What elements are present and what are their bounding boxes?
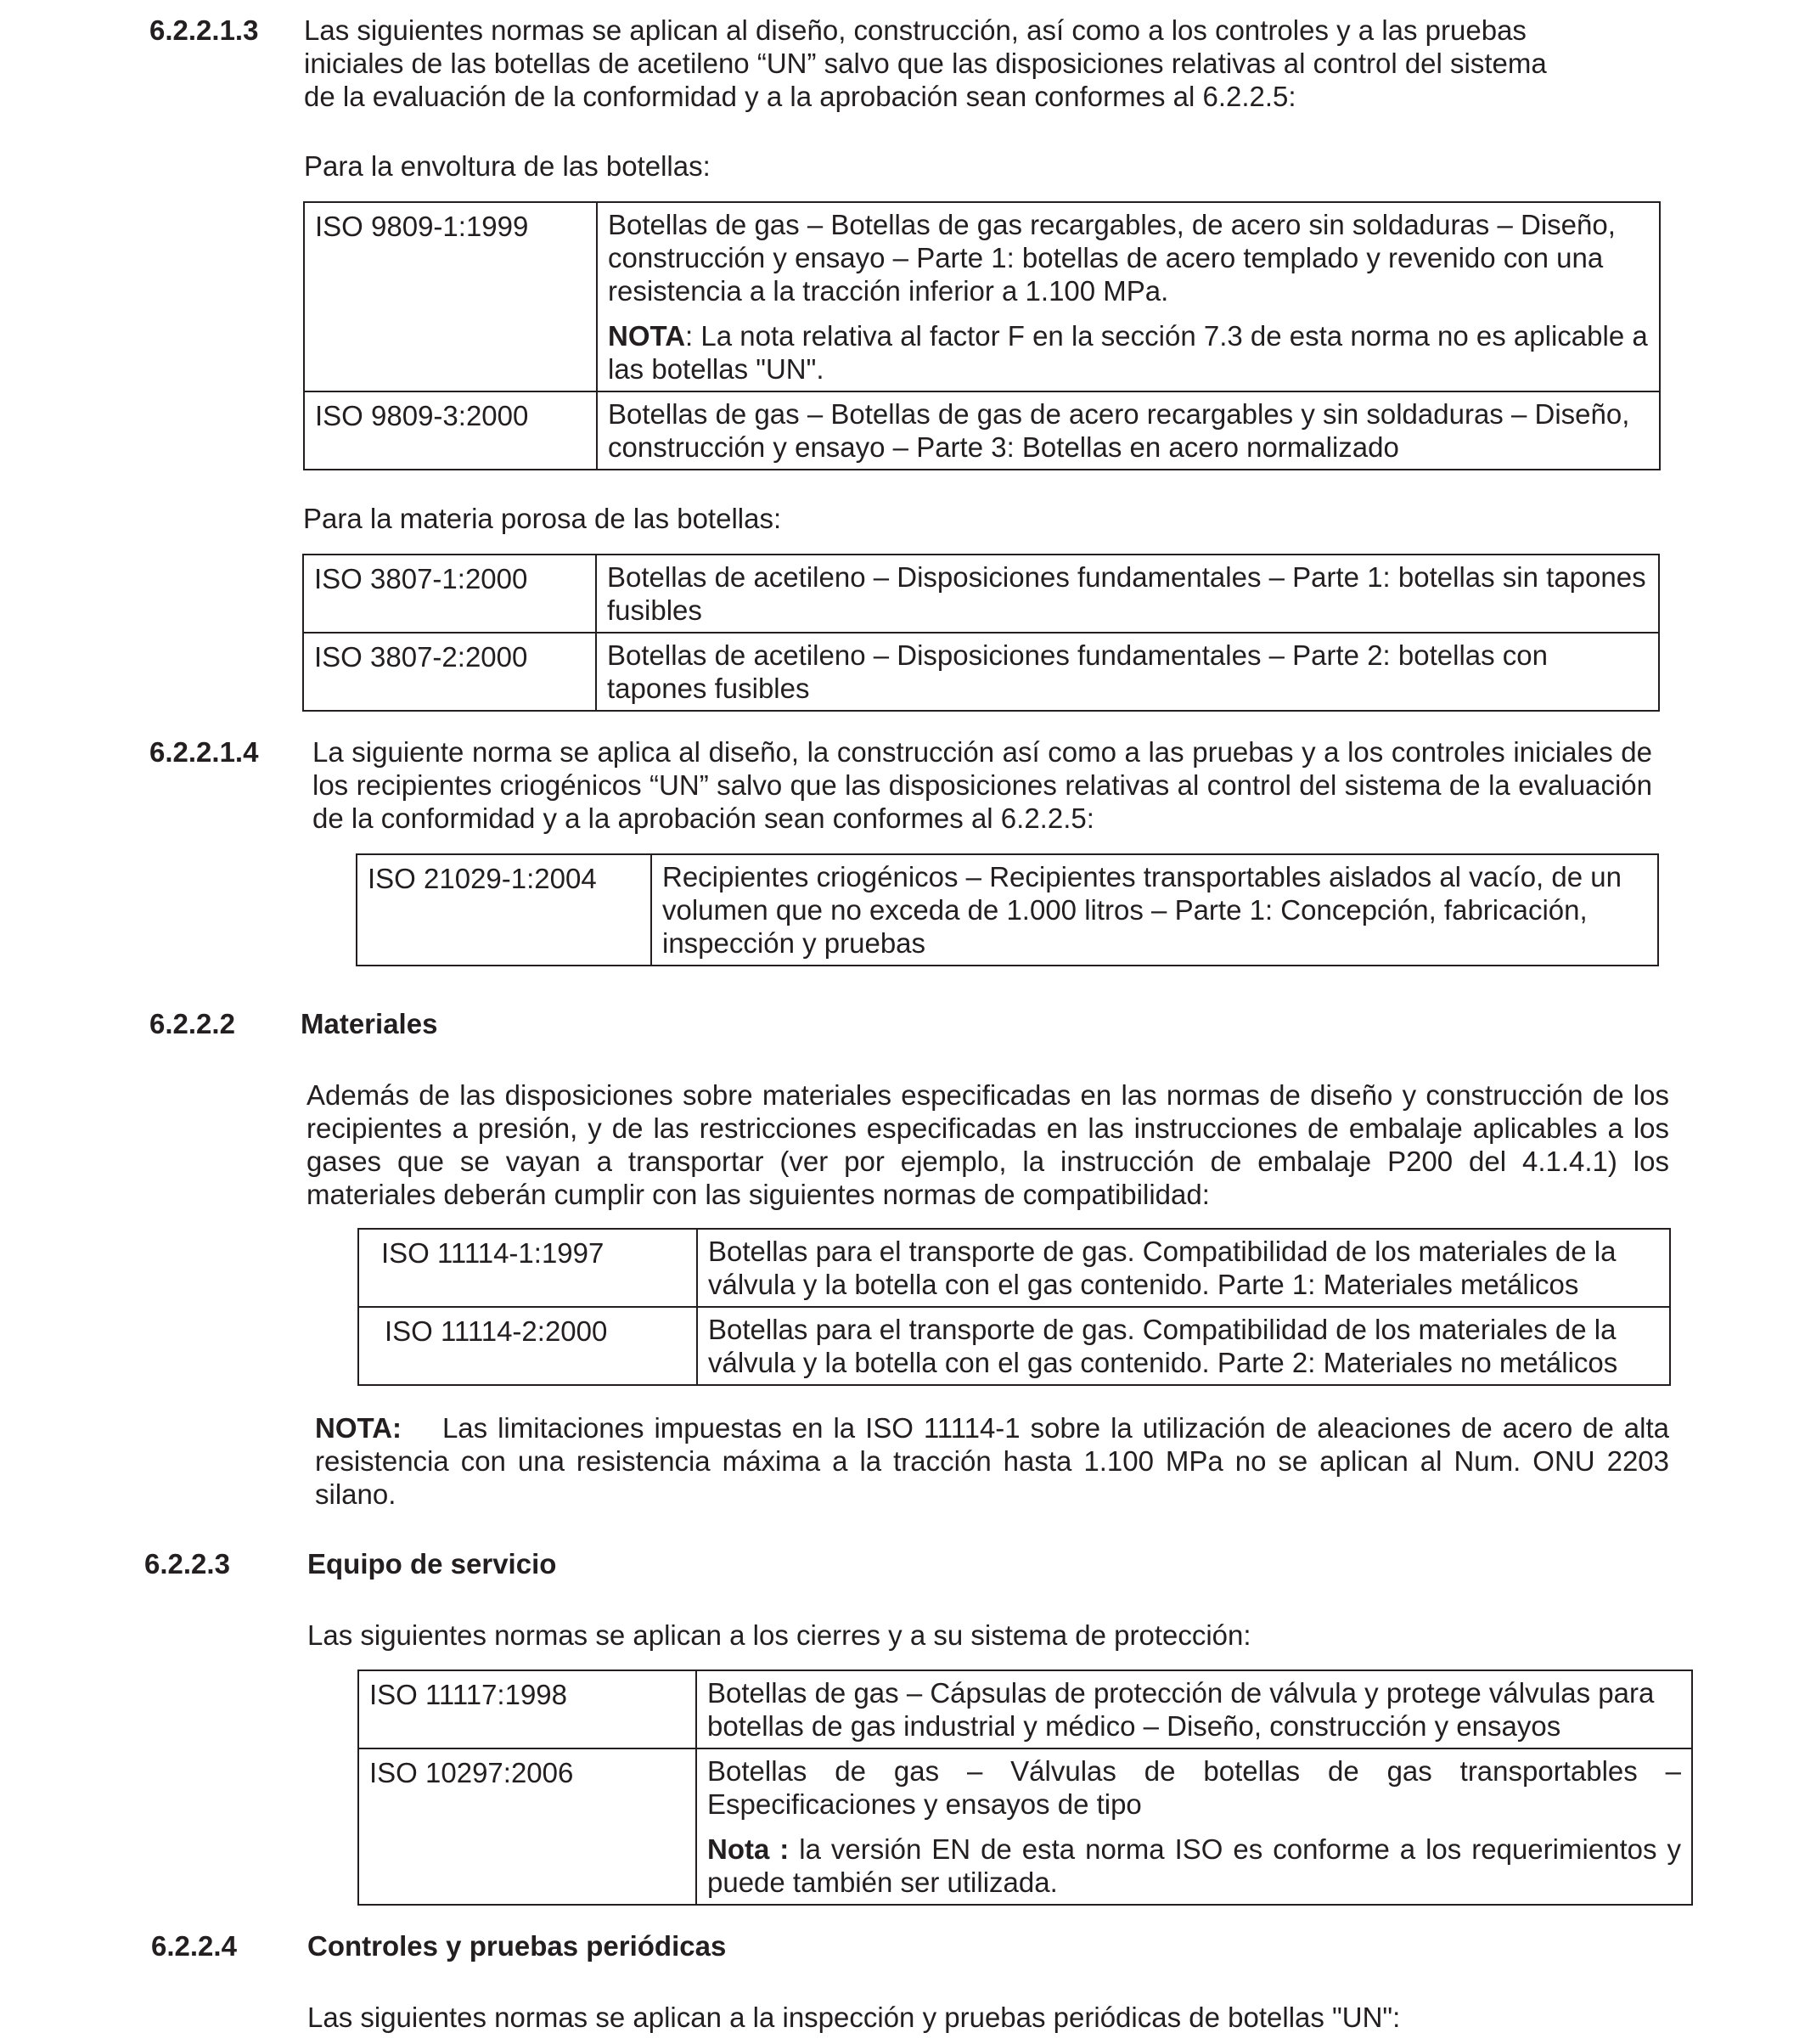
envoltura-intro: Para la envoltura de las botellas: [304,150,711,182]
standard-code: ISO 21029-1:2004 [357,854,651,966]
porosa-standards-table [302,554,1660,712]
table-note [707,1833,1681,1899]
standard-code: ISO 10297:2006 [358,1748,696,1905]
standard-description: Botellas de acetileno – Disposiciones fundamentales – Parte 2: botellas con tapones fusibles [596,633,1659,711]
section-number-6-2-2-1-4: 6.2.2.1.4 [149,736,259,768]
text-line: iniciales de las botellas de acetileno “UN” salvo que las disposiciones relativas al control del sistema [304,48,1547,79]
note-label: NOTA: [315,1412,402,1444]
standard-description: Recipientes criogénicos – Recipientes transportables aislados al vacío, de un volumen que no exceda de 1.000 litros – Parte 1: Concepción, fabricación, inspección y pruebas [651,854,1658,966]
standard-code: ISO 9809-3:2000 [304,391,597,470]
table-row [304,391,1660,470]
service-equipment-standards-table [357,1670,1693,1906]
standard-description: Botellas de gas – Botellas de gas de acero recargables y sin soldaduras – Diseño, construcción y ensayo – Parte 3: Botellas en acero normalizado [597,391,1660,470]
note-label: Nota : [707,1833,790,1865]
materiales-note [315,1411,1669,1511]
description-text: Botellas de gas – Botellas de gas recargables, de acero sin soldaduras – Diseño, construcción y ensayo – Parte 1: botellas de acero templado y revenido con una resistencia a la tracción inferior a 1.100 MPa. [608,209,1616,307]
section-title-equipo-de-servicio: Equipo de servicio [307,1548,557,1579]
section-text-6-2-2-1-3 [304,14,1628,113]
section-title-controles-pruebas: Controles y pruebas periódicas [307,1930,727,1962]
table-row [358,1748,1692,1905]
standard-description [696,1748,1692,1905]
description-text: Botellas de gas – Válvulas de botellas de gas transportables – Especificaciones y ensayos de tipo [707,1755,1681,1820]
standard-description: Botellas de acetileno – Disposiciones fundamentales – Parte 1: botellas sin tapones fusibles [596,555,1659,633]
standard-description [597,202,1660,391]
note-text: : La nota relativa al factor F en la sección 7.3 de esta norma no es aplicable a las botellas "UN". [608,320,1648,385]
standard-description: Botellas para el transporte de gas. Compatibilidad de los materiales de la válvula y la botella con el gas contenido. Parte 2: Materiales no metálicos [697,1307,1670,1385]
section-number-6-2-2-1-3: 6.2.2.1.3 [149,14,259,46]
standard-code: ISO 3807-2:2000 [303,633,596,711]
standard-description: Botellas para el transporte de gas. Compatibilidad de los materiales de la válvula y la botella con el gas contenido. Parte 1: Materiales metálicos [697,1229,1670,1307]
standard-code: ISO 11114-1:1997 [358,1229,697,1307]
standard-code: ISO 11117:1998 [358,1670,696,1748]
section-number-6-2-2-3: 6.2.2.3 [144,1548,230,1579]
compatibility-standards-table [357,1228,1671,1386]
note-text: Las limitaciones impuestas en la ISO 11114-1 sobre la utilización de aleaciones de acero de alta resistencia con una resistencia máxima a la tracción hasta 1.100 MPa no se aplican al Num. ONU 2203 silano. [315,1412,1669,1510]
section-text-6-2-2-2: Además de las disposiciones sobre materiales especificadas en las normas de diseño y construcción de los recipientes a presión, y de las restricciones especificadas en las instrucciones de embalaje aplicables a los gases que se vayan a transportar (ver por ejemplo, la instrucción de embalaje P200 del 4.1.4.1) los materiales deberán cumplir con las siguientes normas de compatibilidad: [306,1079,1669,1210]
envoltura-standards-table [303,201,1661,470]
note-label: NOTA [608,320,686,352]
note-text: la versión EN de esta norma ISO es conforme a los requerimientos y puede también ser utilizada. [707,1833,1681,1898]
section-number-6-2-2-4: 6.2.2.4 [151,1930,237,1962]
text-line: de la evaluación de la conformidad y a la aprobación sean conformes al 6.2.2.5: [304,81,1296,112]
table-row [304,202,1660,391]
standard-description: Botellas de gas – Cápsulas de protección de válvula y protege válvulas para botellas de gas industrial y médico – Diseño, construcción y ensayos [696,1670,1692,1748]
section-text-6-2-2-4: Las siguientes normas se aplican a la inspección y pruebas periódicas de botellas "UN": [307,2002,1401,2033]
cryogenic-standards-table [356,853,1659,966]
porosa-intro: Para la materia porosa de las botellas: [303,503,782,534]
table-note [608,319,1649,386]
standard-code: ISO 3807-1:2000 [303,555,596,633]
section-text-6-2-2-1-4: La siguiente norma se aplica al diseño, la construcción así como a las pruebas y a los controles iniciales de los recipientes criogénicos “UN” salvo que las disposiciones relativas al control del sistema de la evaluación de la conformidad y a la aprobación sean conformes al 6.2.2.5: [312,736,1652,834]
standard-code: ISO 11114-2:2000 [358,1307,697,1385]
table-row [303,555,1659,633]
table-row [303,633,1659,711]
table-row [357,854,1658,966]
table-row [358,1670,1692,1748]
section-number-6-2-2-2: 6.2.2.2 [149,1008,235,1039]
standard-code: ISO 9809-1:1999 [304,202,597,391]
table-row [358,1307,1670,1385]
text-line: Las siguientes normas se aplican al diseño, construcción, así como a los controles y a las pruebas [304,14,1527,46]
section-title-materiales: Materiales [301,1008,438,1039]
table-row [358,1229,1670,1307]
section-text-6-2-2-3: Las siguientes normas se aplican a los cierres y a su sistema de protección: [307,1619,1251,1651]
